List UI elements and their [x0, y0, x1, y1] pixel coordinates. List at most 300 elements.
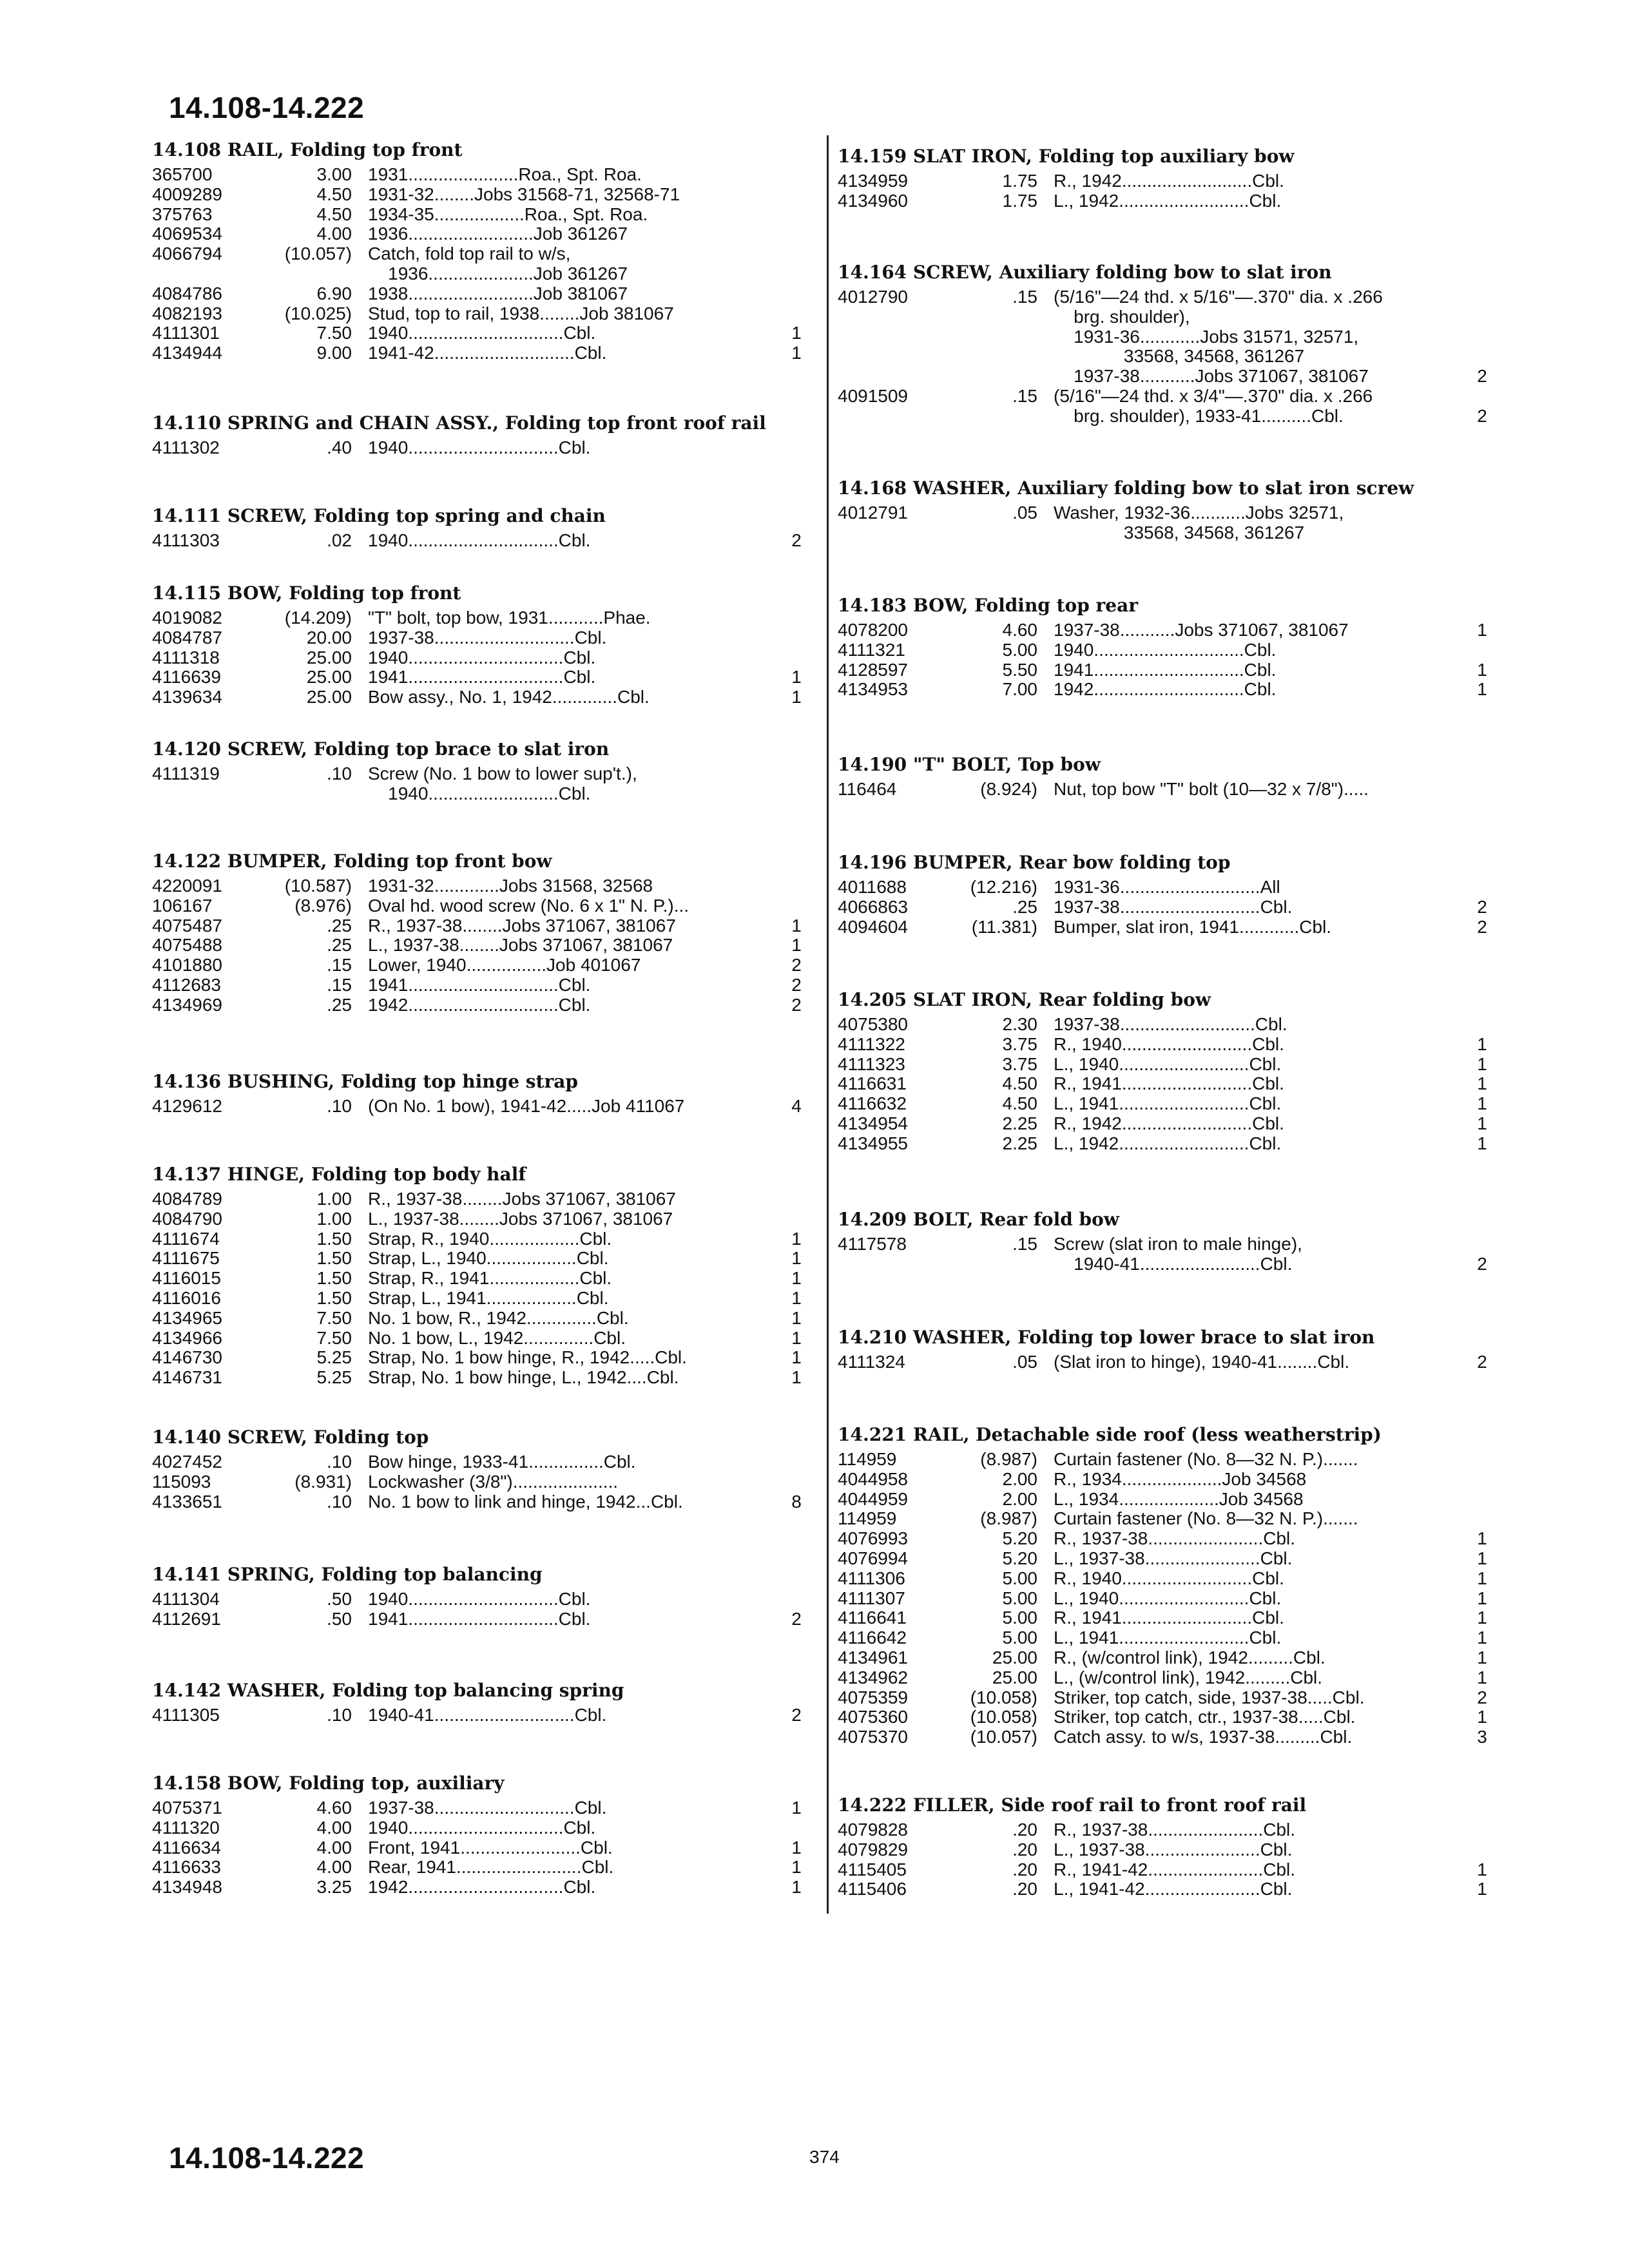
part-row: [838, 1549, 1508, 1569]
part-row: [152, 304, 822, 324]
price: 5.00: [1002, 1608, 1037, 1628]
description: [1054, 780, 1460, 800]
part-row: [838, 1529, 1508, 1549]
price: .05: [1012, 503, 1037, 523]
part-number: 4134969: [152, 994, 223, 1015]
part-row: [152, 1472, 822, 1492]
price: (8.931): [294, 1471, 352, 1492]
part-number: 4044958: [838, 1468, 909, 1489]
price: 3.75: [1002, 1053, 1037, 1074]
part-number: 4116016: [152, 1287, 221, 1308]
part-number: 4075359: [838, 1687, 909, 1707]
part-number: 114959: [838, 1449, 897, 1469]
quantity: 1: [791, 1857, 802, 1878]
description-line: R., 1937-38........Jobs 371067, 381067: [368, 1189, 676, 1209]
part-number: 4012791: [838, 503, 909, 523]
part-row: [152, 165, 822, 185]
quantity: 8: [791, 1491, 802, 1512]
description-line: Stud, top to rail, 1938........Job 381067: [368, 303, 674, 323]
part-row: [838, 1490, 1508, 1510]
section-title: 14.183 BOW, Folding top rear: [838, 595, 1139, 616]
part-row: [152, 1229, 822, 1249]
quantity: 1: [791, 1307, 802, 1328]
description-line: 1937-38...........Jobs 371067, 381067: [1054, 620, 1349, 640]
price: 4.50: [316, 184, 352, 204]
part-number: 4134959: [838, 171, 909, 191]
section-title: 14.122 BUMPER, Folding top front bow: [152, 850, 552, 872]
price: .15: [1012, 1234, 1037, 1254]
price: 1.50: [316, 1268, 352, 1289]
description: [368, 1706, 774, 1725]
part-number: 4075488: [152, 935, 223, 956]
description-line: R., 1941-42.......................Cbl.: [1054, 1860, 1296, 1879]
part-number: 375763: [152, 204, 213, 224]
description-line: L., 1942..........................Cbl.: [1054, 1133, 1282, 1153]
description: [368, 1289, 774, 1309]
quantity: 2: [1477, 1253, 1487, 1274]
quantity: 2: [1477, 896, 1487, 917]
description-line: (5/16"—24 thd. x 3/4"—.370" dia. x .266: [1054, 387, 1373, 406]
part-number: 4012790: [838, 287, 909, 307]
quantity: 1: [791, 1287, 802, 1308]
part-number: 4116631: [838, 1073, 907, 1094]
description: [1054, 1668, 1460, 1688]
part-row: [152, 224, 822, 244]
part-number: 4101880: [152, 955, 223, 975]
price: 1.50: [316, 1228, 352, 1249]
description-line: 1940..............................Cbl.: [1054, 640, 1277, 660]
section: [838, 474, 1508, 543]
description-line: 1940..........................Cbl.: [368, 783, 591, 803]
description-line: R., 1942..........................Cbl.: [1054, 171, 1284, 191]
part-number: 4066863: [838, 896, 909, 917]
description: [368, 608, 774, 628]
description-line: R., 1940..........................Cbl.: [1054, 1034, 1284, 1054]
description-line: Strap, No. 1 bow hinge, R., 1942.....Cbl.: [368, 1348, 687, 1368]
part-row: [152, 764, 822, 804]
quantity: 1: [1477, 1548, 1487, 1568]
part-row: [838, 1055, 1508, 1075]
description-line: Catch assy. to w/s, 1937-38.........Cbl.: [1054, 1727, 1353, 1747]
price: 20.00: [306, 627, 352, 648]
part-row: [152, 1492, 822, 1512]
price: .10: [327, 764, 352, 783]
quantity: 1: [1477, 1528, 1487, 1549]
description: [368, 205, 774, 225]
part-number: 4111323: [838, 1053, 905, 1074]
quantity: 2: [791, 994, 802, 1015]
description-line: 1937-38............................Cbl.: [368, 628, 607, 648]
section: [152, 135, 822, 363]
part-row: [152, 975, 822, 995]
price: 4.60: [1002, 620, 1037, 640]
description-line: L., 1937-38.......................Cbl.: [1054, 1840, 1293, 1860]
description-line: 1940-41........................Cbl.: [1054, 1253, 1293, 1274]
part-number: 4082193: [152, 303, 223, 323]
quantity: 2: [1477, 366, 1487, 387]
description: [368, 1858, 774, 1878]
part-number: 4075370: [838, 1727, 909, 1747]
section: [838, 985, 1508, 1154]
quantity: 1: [1477, 1073, 1487, 1094]
section: [838, 1791, 1508, 1899]
part-row: [838, 191, 1508, 211]
description: [1054, 1015, 1460, 1035]
section: [152, 579, 822, 707]
description: [368, 224, 774, 244]
quantity: 1: [1477, 1133, 1487, 1153]
quantity: 1: [791, 687, 802, 707]
part-row: [152, 995, 822, 1015]
section: [838, 591, 1508, 700]
price: (8.987): [980, 1449, 1037, 1469]
column-divider: [827, 135, 829, 1914]
quantity: 1: [791, 935, 802, 956]
part-number: 4116634: [152, 1837, 221, 1858]
price: 7.00: [1002, 679, 1037, 700]
description: [1054, 1569, 1460, 1589]
part-number: 4084786: [152, 283, 223, 303]
part-row: [152, 1798, 822, 1818]
part-number: 116464: [838, 779, 897, 799]
price: 4.00: [316, 1817, 352, 1838]
part-row: [838, 1569, 1508, 1589]
price: 5.20: [1002, 1548, 1037, 1568]
part-row: [152, 1348, 822, 1368]
part-number: 4111322: [838, 1033, 905, 1054]
part-row: [152, 205, 822, 225]
part-number: 4134954: [838, 1113, 909, 1133]
description-line: Striker, top catch, side, 1937-38.....Cbl.: [1054, 1687, 1365, 1707]
price: 5.00: [1002, 639, 1037, 660]
description-line: L., 1941..........................Cbl.: [1054, 1628, 1282, 1648]
description: [368, 1249, 774, 1269]
price: (8.987): [980, 1508, 1037, 1529]
description: [1054, 1450, 1460, 1470]
part-number: 4116632: [838, 1093, 907, 1114]
description-line: 1940..............................Cbl.: [368, 531, 591, 550]
price: 2.00: [1002, 1488, 1037, 1509]
part-number: 4128597: [838, 659, 909, 680]
price: .10: [327, 1096, 352, 1116]
price: (11.381): [971, 916, 1037, 937]
price: 4.00: [316, 1837, 352, 1858]
part-number: 4134944: [152, 343, 223, 363]
description: [368, 438, 774, 458]
price: .25: [327, 915, 352, 936]
part-row: [838, 660, 1508, 680]
description-line: 1940-41............................Cbl.: [368, 1706, 607, 1725]
price: 25.00: [992, 1667, 1037, 1687]
section: [152, 847, 822, 1015]
page-header-top: 14.108-14.222: [169, 91, 365, 124]
description: [368, 764, 774, 804]
description: [368, 876, 774, 896]
description-line: L., 1937-38.......................Cbl.: [1054, 1548, 1293, 1568]
part-row: [152, 185, 822, 205]
section: [838, 750, 1508, 800]
section: [152, 1769, 822, 1898]
quantity: 1: [1477, 1588, 1487, 1608]
part-number: 4084790: [152, 1208, 223, 1229]
quantity: 1: [1477, 1608, 1487, 1628]
description-line: 33568, 34568, 361267: [1054, 522, 1305, 543]
quantity: 1: [791, 915, 802, 936]
description-line: 1931-32........Jobs 31568-71, 32568-71: [368, 184, 680, 204]
price: (12.216): [970, 877, 1037, 897]
description-line: R., 1940..........................Cbl.: [1054, 1568, 1284, 1588]
description: [368, 1329, 774, 1349]
description: [368, 668, 774, 687]
description-line: No. 1 bow, R., 1942..............Cbl.: [368, 1308, 629, 1328]
part-row: [152, 668, 822, 687]
section-title: 14.190 "T" BOLT, Top bow: [838, 754, 1101, 775]
part-number: 4146731: [152, 1367, 223, 1388]
description: [368, 1878, 774, 1898]
section: [152, 1423, 822, 1512]
part-number: 4044959: [838, 1488, 909, 1509]
part-row: [152, 1368, 822, 1388]
description-line: Curtain fastener (No. 8—32 N. P.).......: [1054, 1450, 1358, 1469]
part-row: [838, 171, 1508, 191]
part-row: [838, 1860, 1508, 1880]
price: 1.75: [1002, 190, 1037, 211]
part-row: [838, 387, 1508, 427]
part-row: [838, 1648, 1508, 1668]
part-number: 4094604: [838, 916, 909, 937]
description: [1054, 1608, 1460, 1628]
section-title: 14.205 SLAT IRON, Rear folding bow: [838, 989, 1211, 1010]
description: [1054, 878, 1460, 898]
section-title: 14.136 BUSHING, Folding top hinge strap: [152, 1071, 578, 1092]
part-row: [152, 1289, 822, 1309]
description-line: Oval hd. wood screw (No. 6 x 1" N. P.)...: [368, 896, 689, 916]
part-number: 106167: [152, 895, 213, 916]
description-line: L., (w/control link), 1942.........Cbl.: [1054, 1667, 1323, 1687]
part-number: 4111301: [152, 323, 220, 343]
part-number: 114959: [838, 1508, 897, 1529]
description-line: 1941..............................Cbl.: [368, 975, 591, 995]
part-row: [838, 1879, 1508, 1899]
part-number: 115093: [152, 1471, 211, 1492]
section: [152, 1067, 822, 1117]
part-row: [152, 1269, 822, 1289]
price: .05: [1012, 1352, 1037, 1372]
price: (10.057): [970, 1727, 1037, 1747]
price: 2.25: [1002, 1113, 1037, 1133]
price: 3.25: [316, 1877, 352, 1898]
part-number: 4111321: [838, 639, 905, 660]
description: [1054, 387, 1460, 427]
quantity: 1: [1477, 1667, 1487, 1687]
price: 2.00: [1002, 1468, 1037, 1489]
description-line: (5/16"—24 thd. x 5/16"—.370" dia. x .266: [1054, 287, 1383, 307]
quantity: 1: [791, 1798, 802, 1818]
price: 1.00: [316, 1189, 352, 1209]
description: [1054, 1628, 1460, 1648]
description-line: 1940..............................Cbl.: [368, 438, 591, 457]
quantity: 1: [791, 1268, 802, 1289]
part-number: 4146730: [152, 1347, 223, 1368]
part-number: 4069534: [152, 224, 223, 244]
quantity: 1: [1477, 1647, 1487, 1667]
part-number: 4116639: [152, 667, 221, 687]
part-row: [152, 608, 822, 628]
part-row: [152, 343, 822, 363]
part-number: 4075487: [152, 915, 223, 936]
part-number: 4115406: [838, 1879, 907, 1899]
description: [1054, 1688, 1460, 1708]
quantity: 2: [791, 955, 802, 975]
section-title: 14.140 SCREW, Folding top: [152, 1427, 429, 1448]
description: [1054, 1820, 1460, 1840]
section: [838, 848, 1508, 937]
description-line: R., (w/control link), 1942.........Cbl.: [1054, 1648, 1325, 1667]
part-row: [152, 1706, 822, 1725]
section-title: 14.221 RAIL, Detachable side roof (less weatherstrip): [838, 1424, 1382, 1445]
part-number: 4115405: [838, 1859, 907, 1879]
price: .25: [1012, 896, 1037, 917]
quantity: 1: [1477, 659, 1487, 680]
part-row: [838, 620, 1508, 640]
description-line: R., 1941..........................Cbl.: [1054, 1074, 1284, 1094]
description-line: L., 1937-38........Jobs 371067, 381067: [368, 1209, 673, 1229]
description-line: 1941-42............................Cbl.: [368, 343, 607, 363]
description-line: Front, 1941........................Cbl.: [368, 1838, 613, 1858]
price: .15: [327, 974, 352, 995]
price: 5.25: [316, 1347, 352, 1368]
description-line: 1940...............................Cbl.: [368, 1818, 596, 1838]
part-row: [152, 531, 822, 551]
description: [1054, 503, 1460, 543]
part-number: 4111306: [838, 1568, 905, 1588]
price: 5.50: [1002, 659, 1037, 680]
description: [1054, 1352, 1460, 1372]
description: [1054, 1529, 1460, 1549]
description: [368, 1590, 774, 1610]
part-row: [152, 648, 822, 668]
price: 25.00: [306, 687, 352, 707]
price: 1.50: [316, 1248, 352, 1269]
description: [368, 1097, 774, 1117]
price: (10.587): [284, 876, 352, 896]
part-number: 4076994: [838, 1548, 909, 1568]
part-number: 4129612: [152, 1096, 223, 1116]
description: [1054, 171, 1460, 191]
description: [1054, 1549, 1460, 1569]
price: (8.924): [980, 779, 1037, 799]
section: [838, 258, 1508, 427]
price: .15: [1012, 287, 1037, 307]
price: .10: [327, 1705, 352, 1725]
part-number: 4111305: [152, 1705, 220, 1725]
section-title: 14.115 BOW, Folding top front: [152, 582, 461, 604]
price: .50: [327, 1589, 352, 1609]
price: 25.00: [306, 647, 352, 668]
part-row: [838, 1450, 1508, 1470]
description-line: brg. shoulder), 1933-41..........Cbl.: [1054, 405, 1344, 426]
description-line: L., 1937-38........Jobs 371067, 381067: [368, 936, 673, 956]
price: .15: [1012, 386, 1037, 406]
description-line: 1940...............................Cbl.: [368, 323, 596, 343]
description: [368, 1838, 774, 1858]
part-row: [838, 1074, 1508, 1094]
section: [152, 408, 822, 458]
description: [1054, 640, 1460, 660]
section-title: 14.209 BOLT, Rear fold bow: [838, 1209, 1119, 1230]
part-row: [152, 876, 822, 896]
description-line: 1942...............................Cbl.: [368, 1878, 596, 1898]
quantity: 2: [791, 1608, 802, 1629]
part-row: [152, 628, 822, 648]
description-line: (On No. 1 bow), 1941-42.....Job 411067: [368, 1097, 685, 1116]
description: [368, 1472, 774, 1492]
part-number: 4111674: [152, 1228, 220, 1249]
description-line: 1942..............................Cbl.: [368, 995, 591, 1015]
description-line: No. 1 bow, L., 1942..............Cbl.: [368, 1328, 626, 1348]
part-number: 4111324: [838, 1352, 905, 1372]
part-number: 4111319: [152, 764, 220, 783]
price: 7.50: [316, 1327, 352, 1348]
quantity: 1: [1477, 1113, 1487, 1133]
price: 2.30: [1002, 1014, 1037, 1034]
quantity: 1: [1477, 1093, 1487, 1114]
description-line: Lockwasher (3/8").....................: [368, 1472, 619, 1492]
part-row: [152, 284, 822, 304]
section-title: 14.158 BOW, Folding top, auxiliary: [152, 1773, 505, 1794]
description-line: 1931-36............Jobs 31571, 32571,: [1054, 326, 1359, 347]
section: [152, 1560, 822, 1629]
description: [1054, 1860, 1460, 1880]
part-number: 4084787: [152, 627, 223, 648]
description: [368, 1309, 774, 1329]
price: (14.209): [284, 608, 352, 628]
part-number: 4134948: [152, 1877, 223, 1898]
price: 4.00: [316, 1857, 352, 1878]
description-line: Nut, top bow "T" bolt (10—32 x 7/8").....: [1054, 780, 1369, 799]
quantity: 1: [1477, 1859, 1487, 1879]
price: (10.025): [284, 303, 352, 323]
section-title: 14.196 BUMPER, Rear bow folding top: [838, 852, 1231, 873]
description: [368, 1209, 774, 1229]
description-line: 1937-38...........Jobs 371067, 381067: [1054, 366, 1369, 387]
description: [1054, 191, 1460, 211]
part-row: [152, 1209, 822, 1229]
description: [368, 1452, 774, 1472]
price: .25: [327, 994, 352, 1015]
description-line: L., 1942..........................Cbl.: [1054, 191, 1282, 211]
description-line: R., 1937-38........Jobs 371067, 381067: [368, 916, 676, 936]
description-line: L., 1940..........................Cbl.: [1054, 1054, 1282, 1074]
description-line: "T" bolt, top bow, 1931...........Phae.: [368, 608, 651, 628]
part-number: 4027452: [152, 1452, 223, 1472]
part-row: [838, 1707, 1508, 1727]
part-row: [838, 1470, 1508, 1490]
part-row: [152, 956, 822, 975]
section: [838, 1323, 1508, 1372]
section-title: 14.108 RAIL, Folding top front: [152, 139, 463, 160]
part-number: 4011688: [838, 877, 907, 897]
description-line: Screw (slat iron to male hinge),: [1054, 1235, 1302, 1254]
price: .20: [1012, 1859, 1037, 1879]
quantity: 1: [791, 1837, 802, 1858]
description: [368, 916, 774, 936]
part-row: [838, 1820, 1508, 1840]
part-row: [152, 1818, 822, 1838]
description: [1054, 1235, 1460, 1274]
quantity: 1: [1477, 1053, 1487, 1074]
description: [1054, 620, 1460, 640]
